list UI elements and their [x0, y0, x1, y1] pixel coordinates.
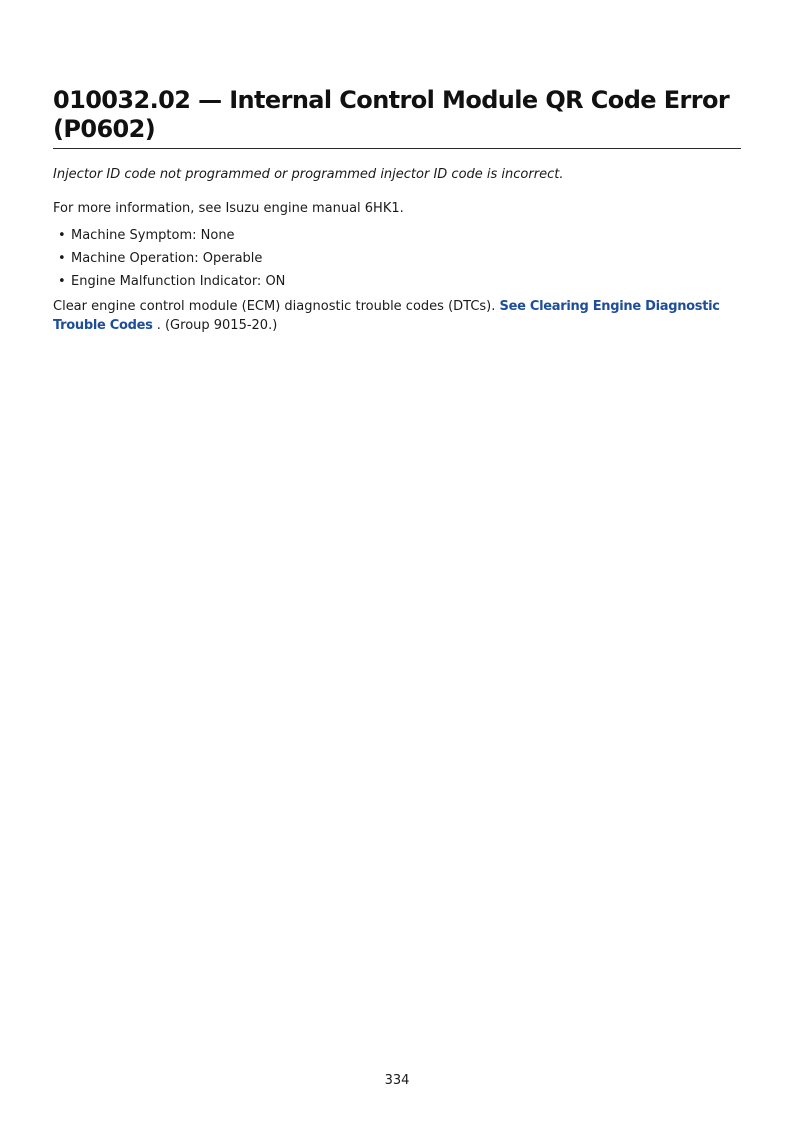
clearing-dtc-link[interactable]: See Clearing Engine Diagnostic Trouble Codes — [53, 299, 720, 333]
list-item — [53, 227, 741, 245]
group-reference-text: . (Group 9015-20.) — [156, 318, 278, 333]
summary-text: Injector ID code not programmed or programmed injector ID code is incorrect. — [53, 167, 564, 182]
list-item-text: Engine Malfunction Indicator: ON — [71, 274, 286, 289]
bullet-icon: • — [58, 228, 66, 243]
symptom-list — [53, 227, 741, 291]
page-title-line1: 010032.02 — Internal Control Module QR Code Error — [53, 86, 730, 114]
page-title — [53, 86, 741, 149]
page-number: 334 — [384, 1073, 410, 1088]
list-item — [53, 273, 741, 291]
list-item-text: Machine Operation: Operable — [71, 251, 263, 266]
list-item — [53, 250, 741, 268]
info-text: For more information, see Isuzu engine manual 6HK1. — [53, 201, 404, 216]
clear-dtc-paragraph — [53, 297, 741, 335]
list-item-text: Machine Symptom: None — [71, 228, 235, 243]
bullet-icon: • — [58, 251, 66, 266]
document-page — [53, 86, 741, 335]
clear-dtc-text: Clear engine control module (ECM) diagnostic trouble codes (DTCs). — [53, 299, 496, 314]
page-title-line2: (P0602) — [53, 115, 156, 143]
bullet-icon: • — [58, 274, 66, 289]
